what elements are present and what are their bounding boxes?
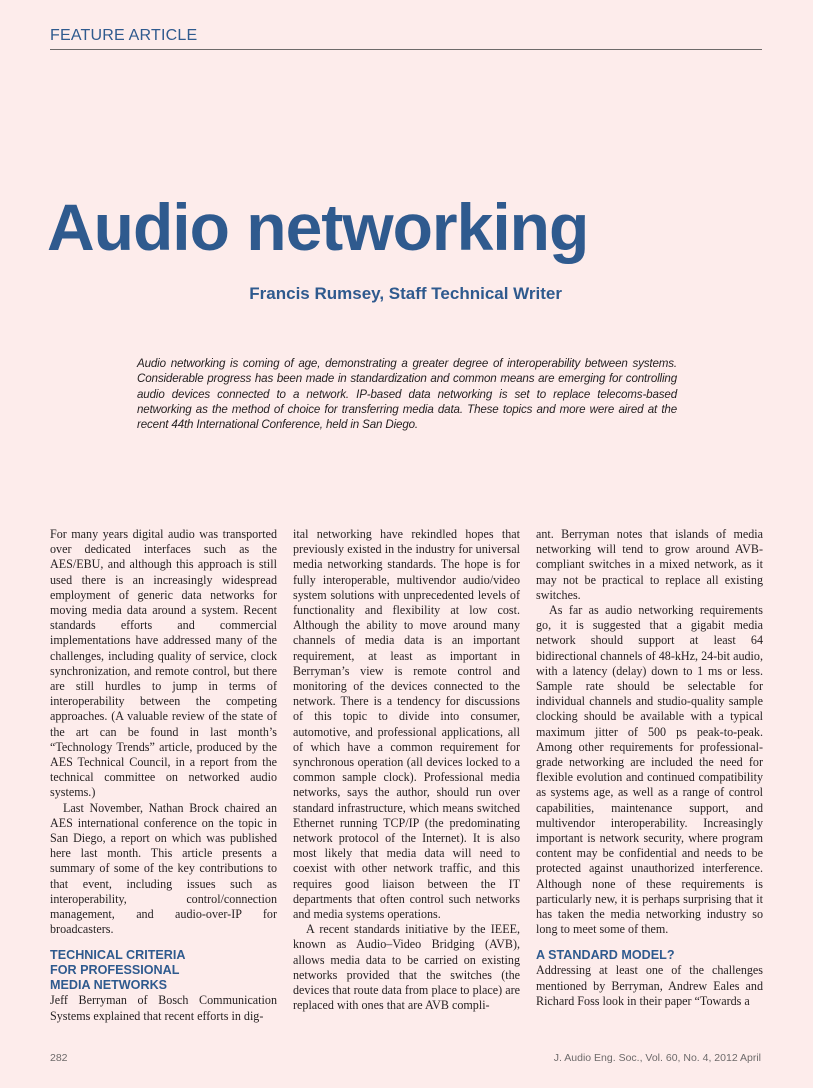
article-author: Francis Rumsey, Staff Technical Writer: [249, 284, 562, 303]
section-heading-standard-model: A STANDARD MODEL?: [536, 948, 675, 963]
paragraph: A recent standards initiative by the IEEE, known as Audio–Video Bridging (AVB), allows media data to be carried on existing networks provided that the switches (the devices that route data from place to place) are replaced with ones that are AVB compli-: [293, 922, 520, 1013]
body-column-1: [50, 527, 277, 1024]
section-heading-line: TECHNICAL CRITERIA: [50, 948, 186, 963]
paragraph: Addressing at least one of the challenges mentioned by Berryman, Andrew Eales and Richard Foss look in their paper “Towards a: [536, 963, 763, 1008]
section-heading-line: MEDIA NETWORKS: [50, 978, 168, 993]
header-rule: [50, 49, 762, 50]
article-title: Audio networking: [47, 190, 589, 264]
body-column-2: [293, 527, 520, 1014]
paragraph: As far as audio networking requirements go, it is suggested that a gigabit media network should support at least 64 bidirectional channels of 48-kHz, 24-bit audio, with a latency (delay) down to 1 ms or less. Sample rate should be selectable for individual channels and studio-quality sample clocking should be available with a typical maximum jitter of 500 ps peak-to-peak. Among other requirements for professional-grade networking are included the need for flexible evolution and continued compatibility as systems age, as well as a range of control capabilities, maintenance support, and multivendor interoperability. Increasingly important is network security, where program content may be confidential and needs to be protected against unauthorized interference. Although none of these requirements is particularly new, it is perhaps surprising that it has taken the media networking industry so long to meet some of them.: [536, 603, 763, 937]
section-heading-technical-criteria: [50, 948, 277, 993]
body-column-3: [536, 527, 763, 1009]
paragraph: Last November, Nathan Brock chaired an AES international conference on the topic in San Diego, a report on which was published here last month. This article presents a summary of some of the key contributions to that event, including issues such as interoperability, control/connection management, and audio-over-IP for broadcasters.: [50, 800, 277, 937]
page-number: 282: [50, 1052, 68, 1064]
journal-citation: J. Audio Eng. Soc., Vol. 60, No. 4, 2012 April: [553, 1052, 761, 1064]
paragraph: ant. Berryman notes that islands of media networking will tend to grow around AVB-compliant switches in a mixed network, as it may not be practical to replace all existing switches.: [536, 527, 763, 602]
paragraph: For many years digital audio was transported over dedicated interfaces such as the AES/EBU, and although this approach is still used there is an increasingly widespread employment of generic data networks for moving media data around a system. Recent standards efforts and commercial implementations have addressed many of the challenges, including quality of service, clock synchronization, and remote control, but there are still hurdles to jump in terms of interoperability between the competing approaches. (A valuable review of the state of the art can be found in last month’s “Technology Trends” article, produced by the AES Technical Council, in a report from the technical committee on networked audio systems.): [50, 527, 277, 800]
section-heading-line: FOR PROFESSIONAL: [50, 963, 180, 978]
section-label: FEATURE ARTICLE: [50, 27, 198, 44]
article-abstract: Audio networking is coming of age, demonstrating a greater degree of interoperability between systems. Considerable progress has been made in standardization and common means are emerging for controlling audio devices connected to a network. IP-based data networking is set to replace telecoms-based networking as the method of choice for transferring media data. These topics and more were aired at the recent 44th International Conference, held in San Diego.: [137, 357, 677, 432]
paragraph: Jeff Berryman of Bosch Communication Systems explained that recent efforts in dig-: [50, 993, 277, 1023]
paragraph: ital networking have rekindled hopes that previously existed in the industry for universal media networking standards. The hope is for fully interoperable, multivendor audio/video system solutions with unprecedented levels of functionality and flexibility at low cost. Although the ability to move around many channels of media data is an important requirement, at least as important in Berryman’s view is remote control and monitoring of the devices connected to the network. There is a tendency for discussions of this topic to divide into consumer, automotive, and professional applications, all of which have a common requirement for synchronous operation (all devices locked to a common sample clock). Professional media networks, says the author, should run over standard infrastructure, which means switched Ethernet running TCP/IP (the predominating network protocol of the Internet). It is also most likely that media data will need to coexist with other network traffic, and this requires good liaison between the IT departments that often control such networks and media systems operations.: [293, 527, 520, 922]
